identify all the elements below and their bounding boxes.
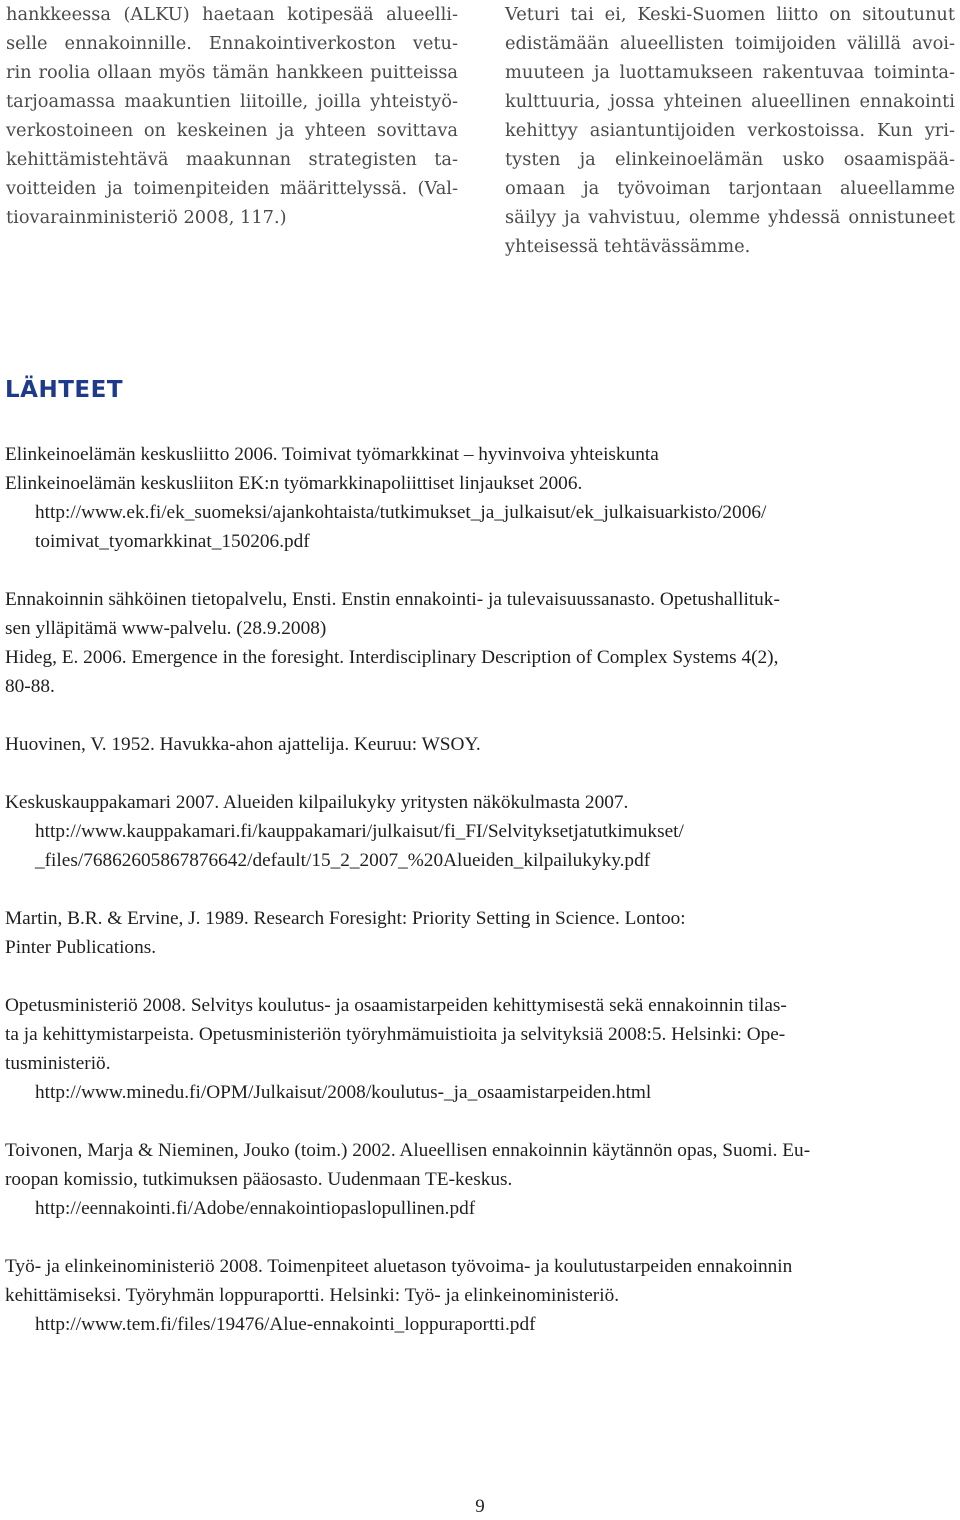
reference-line: tusministeriö. (5, 1053, 111, 1074)
reference-line: Opetusministeriö 2008. Selvitys koulutus- ja osaamistarpeiden kehittymisestä sekä ennakoinnin tilas- (5, 995, 787, 1016)
reference-line: Huovinen, V. 1952. Havukka-ahon ajattelija. Keuruu: WSOY. (5, 734, 481, 755)
left-column-text (6, 0, 458, 232)
reference-entry (5, 788, 957, 875)
paragraph-line: tiovarainministeriö 2008, 117.) (6, 207, 287, 228)
reference-url[interactable]: http://eennakointi.fi/Adobe/ennakointiopaslopullinen.pdf (35, 1198, 476, 1219)
reference-entry (5, 440, 957, 556)
paragraph-line: omaan ja työvoiman tarjontaan alueellamme (505, 178, 955, 199)
paragraph-line: Veturi tai ei, Keski-Suomen liitto on sitoutunut (505, 4, 955, 25)
page-number: 9 (475, 1496, 485, 1517)
reference-line: Elinkeinoelämän keskusliiton EK:n työmarkkinapoliittiset linjaukset 2006. (5, 473, 583, 494)
references-heading: LÄHTEET (5, 377, 124, 403)
paragraph-line: selle ennakoinnille. Ennakointiverkoston vetu- (6, 33, 458, 54)
reference-line: roopan komissio, tutkimuksen pääosasto. Uudenmaan TE-keskus. (5, 1169, 513, 1190)
reference-line: Hideg, E. 2006. Emergence in the foresight. Interdisciplinary Description of Complex Systems 4(2), (5, 647, 779, 668)
reference-line: 80-88. (5, 676, 55, 697)
paragraph-line: rin roolia ollaan myös tämän hankkeen puitteissa (6, 62, 458, 83)
reference-line: kehittämiseksi. Työryhmän loppuraportti. Helsinki: Työ- ja elinkeinoministeriö. (5, 1285, 620, 1306)
reference-line: Ennakoinnin sähköinen tietopalvelu, Ensti. Enstin ennakointi- ja tulevaisuussanasto. Opetushallituk- (5, 589, 780, 610)
reference-entry (5, 1252, 957, 1339)
paragraph-line: kehittämistehtävä maakunnan strategisten ta- (6, 149, 458, 170)
reference-line: Työ- ja elinkeinoministeriö 2008. Toimenpiteet aluetason työvoima- ja koulutustarpeiden ennakoinnin (5, 1256, 793, 1277)
paragraph-line: verkostoineen on keskeinen ja yhteen sovittava (6, 120, 458, 141)
paragraph-line: voitteiden ja toimenpiteiden määrittelyssä. (Val- (6, 178, 458, 199)
paragraph-line: muuteen ja luottamukseen rakentuvaa toiminta- (505, 62, 955, 83)
reference-line: Keskuskauppakamari 2007. Alueiden kilpailukyky yritysten näkökulmasta 2007. (5, 792, 629, 813)
reference-entry (5, 643, 957, 701)
reference-entry (5, 730, 957, 759)
reference-entry (5, 904, 957, 962)
reference-line: Pinter Publications. (5, 937, 157, 958)
reference-entry (5, 991, 957, 1107)
paragraph-line: edistämään alueellisten toimijoiden välillä avoi- (505, 33, 955, 54)
reference-entry (5, 1136, 957, 1223)
paragraph-line: kulttuuria, jossa yhteinen alueellinen ennakointi (505, 91, 955, 112)
reference-line: Toivonen, Marja & Nieminen, Jouko (toim.) 2002. Alueellisen ennakoinnin käytännön opas, Suomi. Eu- (5, 1140, 811, 1161)
right-column-text (505, 0, 955, 261)
reference-line: ta ja kehittymistarpeista. Opetusministeriön työryhmämuistioita ja selvityksiä 2008:5. Helsinki: Ope- (5, 1024, 786, 1045)
reference-line: Martin, B.R. & Ervine, J. 1989. Research Foresight: Priority Setting in Science. Lontoo: (5, 908, 686, 929)
paragraph-line: kehittyy asiantuntijoiden verkostoissa. Kun yri- (505, 120, 955, 141)
reference-entry (5, 585, 957, 643)
paragraph-line: tarjoamassa maakuntien liitoille, joilla yhteistyö- (6, 91, 458, 112)
references-list (5, 440, 957, 1368)
reference-url[interactable]: toimivat_tyomarkkinat_150206.pdf (35, 531, 310, 552)
reference-url[interactable]: _files/76862605867876642/default/15_2_2007_%20Alueiden_kilpailukyky.pdf (35, 850, 651, 871)
reference-url[interactable]: http://www.minedu.fi/OPM/Julkaisut/2008/koulutus-_ja_osaamistarpeiden.html (35, 1082, 652, 1103)
paragraph-line: tysten ja elinkeinoelämän usko osaamispää- (505, 149, 955, 170)
reference-url[interactable]: http://www.kauppakamari.fi/kauppakamari/julkaisut/fi_FI/Selvityksetjatutkimukset/ (35, 821, 684, 842)
reference-line: sen ylläpitämä www-palvelu. (28.9.2008) (5, 618, 327, 639)
paragraph-line: säilyy ja vahvistuu, olemme yhdessä onnistuneet (505, 207, 955, 228)
reference-url[interactable]: http://www.tem.fi/files/19476/Alue-ennakointi_loppuraportti.pdf (35, 1314, 536, 1335)
reference-url[interactable]: http://www.ek.fi/ek_suomeksi/ajankohtaista/tutkimukset_ja_julkaisut/ek_julkaisuarkisto/2006/ (35, 502, 767, 523)
reference-line: Elinkeinoelämän keskusliitto 2006. Toimivat työmarkkinat – hyvinvoiva yhteiskunta (5, 444, 659, 465)
paragraph-line: hankkeessa (ALKU) haetaan kotipesää alueelli- (6, 4, 458, 25)
paragraph-line: yhteisessä tehtävässämme. (505, 236, 751, 257)
